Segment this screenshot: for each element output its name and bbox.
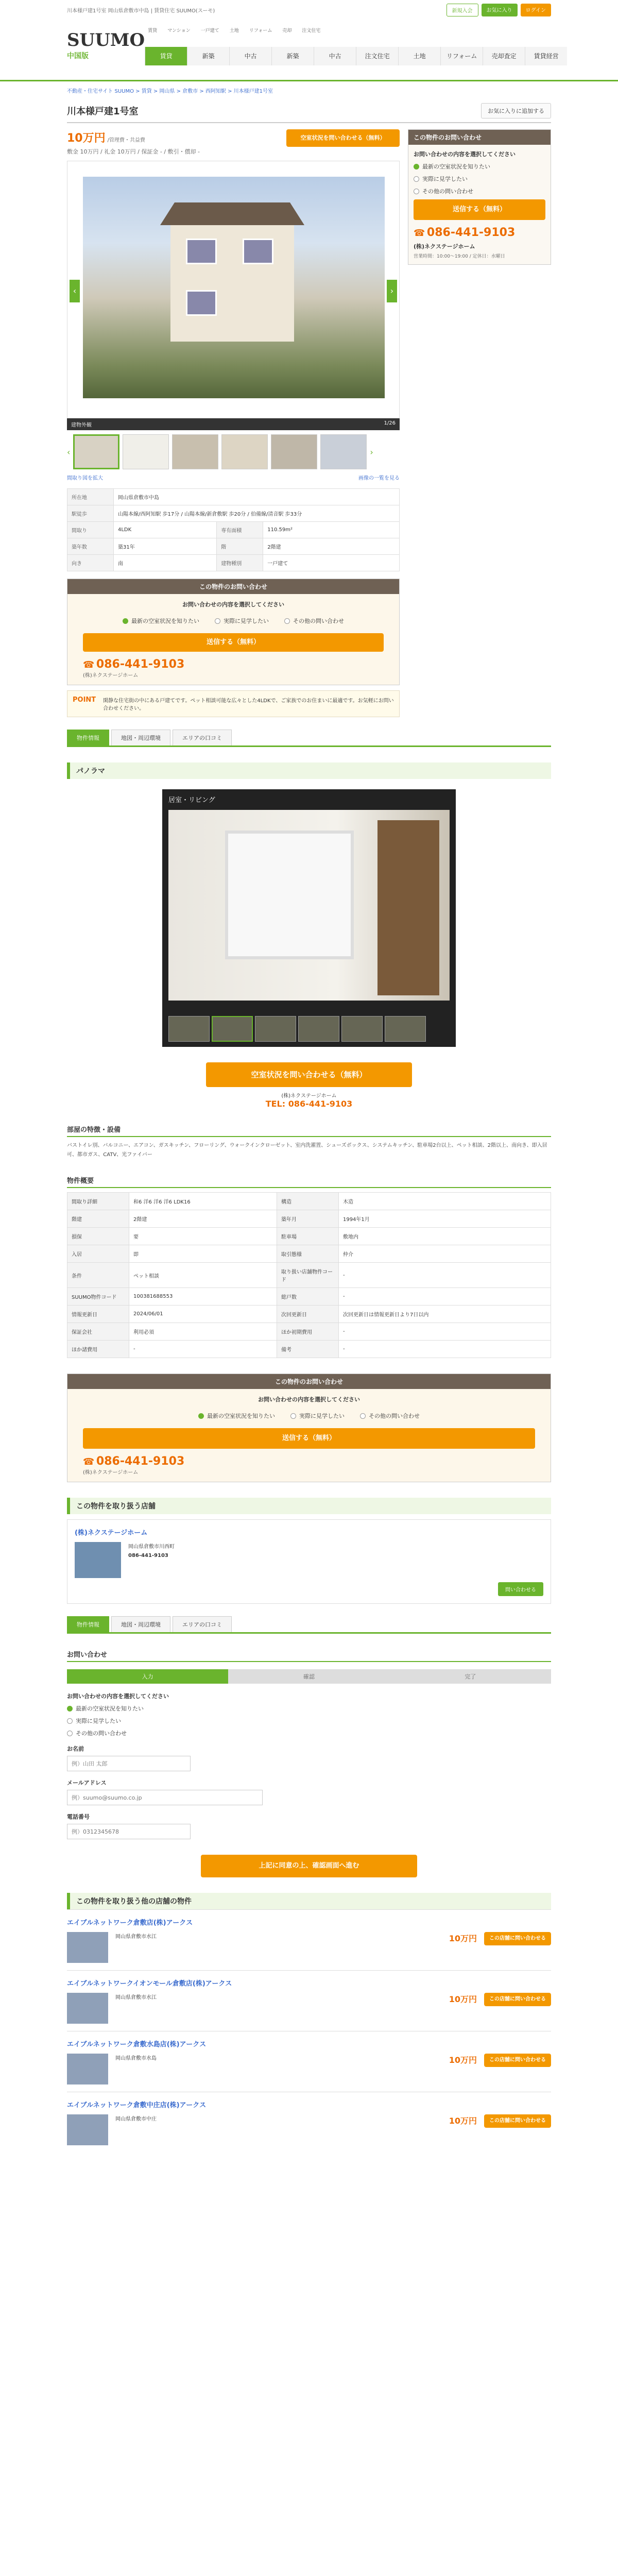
radio-icon [360, 1413, 366, 1419]
left-column [67, 129, 400, 717]
radio-icon [67, 1731, 73, 1736]
company-name: (株)ネクステージホーム [83, 1470, 139, 1476]
overview-key: 駐車場 [277, 1228, 338, 1245]
radio-icon [414, 176, 419, 182]
phone-icon: ☎ [414, 228, 425, 239]
header-nav-main [145, 47, 567, 65]
option-label: その他の問い合わせ [369, 1413, 420, 1419]
listing-name[interactable]: エイブルネットワーク倉敷店(株)アークス [67, 1919, 193, 1927]
property-info-table [67, 488, 400, 571]
overview-key: ほか初期費用 [277, 1323, 338, 1341]
table-row [67, 1288, 551, 1306]
nav-tab[interactable]: 新築 [271, 47, 314, 65]
house-window [186, 290, 217, 316]
nav-tab[interactable]: 土地 [398, 47, 440, 65]
title-bar [67, 99, 551, 123]
option-vacancy[interactable] [198, 1412, 275, 1420]
overview-value: 100381688553 [129, 1288, 277, 1306]
option-label: その他の問い合わせ [293, 618, 344, 624]
features-heading: 部屋の特徴・設備 [67, 1124, 551, 1137]
overview-value: 和6 洋6 洋6 洋6 LDK16 [129, 1193, 277, 1210]
add-favorite-button[interactable]: お気に入りに追加する [481, 103, 551, 118]
tab-map[interactable]: 地図・周辺環境 [111, 1616, 170, 1632]
option-visit[interactable] [215, 617, 269, 625]
side-option-other[interactable] [414, 187, 545, 195]
info-value: 築31年 [114, 538, 217, 555]
confirm-submit-button[interactable]: 上記に同意の上、確認画面へ進む [201, 1855, 417, 1877]
email-input[interactable] [67, 1790, 263, 1805]
table-row [67, 1263, 551, 1288]
overview-value: 即 [129, 1245, 277, 1263]
house-roof [160, 202, 304, 225]
table-row [67, 1210, 551, 1228]
phone-row [83, 658, 384, 671]
radio-icon [284, 618, 290, 624]
listing-price: 10万円 [449, 2055, 477, 2065]
info-value: 南 [114, 555, 217, 571]
sidebar-send-button[interactable]: 送信する（無料） [414, 199, 545, 220]
email-label [67, 1778, 386, 1787]
thumbnail[interactable] [221, 434, 268, 469]
listing-inquiry-button[interactable]: この店舗に問い合わせる [484, 1993, 551, 2006]
point-label: POINT [73, 696, 96, 704]
two-columns [67, 129, 551, 717]
listing-price: 10万円 [449, 2116, 477, 2126]
table-row [67, 1245, 551, 1263]
table-row [67, 505, 400, 522]
info-value: 山陽本線/西阿知駅 歩17分 / 山陽本線/新倉敷駅 歩20分 / 伯備線/清音駅 歩33分 [114, 505, 400, 522]
listing-name[interactable]: エイブルネットワークイオンモール倉敷店(株)アークス [67, 1980, 232, 1988]
house-window [243, 239, 273, 264]
list-item [67, 2092, 551, 2153]
form-option-other[interactable] [67, 1729, 386, 1737]
company-box-row [75, 1537, 543, 1578]
overview-key: 総戸数 [277, 1288, 338, 1306]
tab-reviews[interactable]: エリアの口コミ [173, 1616, 232, 1632]
option-label: 実際に見学したい [299, 1413, 345, 1419]
point-box [67, 690, 400, 717]
listing-name[interactable]: エイブルネットワーク倉敷中庄店(株)アークス [67, 2102, 207, 2109]
overview-key: 構造 [277, 1193, 338, 1210]
listing-row [67, 1932, 551, 1963]
info-value: 4LDK [114, 522, 217, 538]
option-label: 実際に見学したい [76, 1718, 121, 1724]
company-name: (株)ネクステージホーム [83, 673, 139, 679]
company-inquiry-button[interactable]: 問い合わせる [498, 1582, 543, 1596]
point-text: 閑静な住宅街の中にある戸建てです。ペット相談可能な広々とした4LDKで、ご家族でのお住まいに最適です。お気軽にお問い合わせください。 [103, 698, 394, 711]
thumbnail[interactable] [123, 434, 169, 469]
company-address: 岡山県倉敷市川西町 [128, 1544, 175, 1550]
overview-key: ほか諸費用 [67, 1341, 129, 1358]
listing-photo[interactable] [67, 1993, 108, 2024]
name-label-text: お名前 [67, 1745, 84, 1752]
table-row [67, 522, 400, 538]
info-value: 2階建 [263, 538, 400, 555]
table-row [67, 1341, 551, 1358]
sidebar-company: (株)ネクステージホーム [414, 243, 475, 250]
room-door [377, 820, 439, 995]
thumb-prev-icon[interactable]: ‹ [67, 447, 71, 457]
detail-tabs-2 [67, 1616, 551, 1634]
overview-value: - [338, 1288, 551, 1306]
overview-value: - [338, 1341, 551, 1358]
logo[interactable] [67, 20, 145, 61]
list-item [67, 1970, 551, 2031]
table-row [67, 1306, 551, 1323]
option-visit[interactable] [290, 1412, 345, 1420]
info-key: 駅徒歩 [67, 505, 114, 522]
listing-address: 岡山県倉敷市中庄 [115, 2116, 157, 2122]
sidebar-hours: 営業時間：10:00～19:00 / 定休日：水曜日 [414, 254, 505, 259]
send-inquiry-button[interactable]: 送信する（無料） [83, 633, 384, 652]
option-label: 最新の空室状況を知りたい [131, 618, 199, 624]
table-row [67, 1323, 551, 1341]
overview-value: 利用必須 [129, 1323, 277, 1341]
breadcrumb[interactable]: 不動産・住宅サイト SUUMO > 賃貸 > 岡山県 > 倉敷市 > 西阿知駅 > 川本様戸建1号室 [67, 89, 273, 94]
topbar-links [447, 4, 552, 16]
panorama-viewer[interactable] [162, 789, 456, 1047]
phone-number: 086-441-9103 [96, 658, 185, 671]
table-row [67, 1228, 551, 1245]
inquiry-body [67, 1389, 551, 1482]
radio-selected-icon [198, 1413, 204, 1419]
tel-label [67, 1812, 386, 1821]
inquiry-box [67, 579, 400, 685]
info-key: 築年数 [67, 538, 114, 555]
tab-property-info[interactable]: 物件情報 [67, 1616, 109, 1632]
panorama-inquiry-button[interactable]: 空室状況を問い合わせる（無料） [206, 1062, 412, 1087]
overview-value: 2024/06/01 [129, 1306, 277, 1323]
listing-row [67, 2054, 551, 2084]
thumbnail[interactable] [271, 434, 317, 469]
info-value: 岡山県倉敷市中島 [114, 489, 400, 505]
info-key: 所在地 [67, 489, 114, 505]
header-nav [145, 20, 567, 65]
photo-caption-bar [67, 418, 400, 430]
listing-row [67, 1993, 551, 2024]
panorama-company: (株)ネクステージホーム [281, 1093, 337, 1099]
table-row [67, 489, 400, 505]
detail-tabs [67, 730, 551, 747]
send-inquiry-button[interactable]: 送信する（無料） [83, 1428, 535, 1449]
nav-tab-rent[interactable]: 賃貸 [145, 47, 187, 65]
listing-price: 10万円 [449, 1934, 477, 1943]
option-other[interactable] [284, 617, 344, 625]
listing-name[interactable]: エイブルネットワーク倉敷水島店(株)アークス [67, 2041, 207, 2048]
nav-tab[interactable]: 中古 [314, 47, 356, 65]
option-label: 最新の空室状況を知りたい [422, 163, 490, 170]
listing-row [67, 2114, 551, 2145]
radio-icon [67, 1718, 73, 1724]
option-label: 最新の空室状況を知りたい [76, 1705, 144, 1712]
nav-tab[interactable]: 賃貸経営 [525, 47, 567, 65]
inquiry-body [67, 594, 399, 685]
inquiry-lead: お問い合わせの内容を選択してください [258, 1396, 360, 1403]
form-option-vacancy[interactable] [67, 1704, 386, 1713]
rent-price: 10万円 [67, 132, 106, 145]
step-input: 入力 [67, 1669, 228, 1684]
radio-selected-icon [123, 618, 128, 624]
panorama-thumb[interactable] [385, 1016, 426, 1042]
panorama-heading: パノラマ [67, 762, 551, 779]
rent-note: /管理費・共益費 [107, 138, 145, 143]
prev-arrow-icon[interactable]: ‹ [70, 280, 80, 302]
nav-top-item[interactable]: 注文住宅 [302, 28, 321, 33]
inquiry-heading: この物件のお問い合わせ [67, 579, 399, 594]
tab-reviews[interactable]: エリアの口コミ [173, 730, 232, 745]
overview-key: 条件 [67, 1263, 129, 1288]
company-box [67, 1519, 551, 1604]
overview-key: 築年月 [277, 1210, 338, 1228]
main-photo[interactable] [83, 177, 385, 398]
overview-value: ペット相談 [129, 1263, 277, 1288]
inquiry-lead: お問い合わせの内容を選択してください [182, 601, 284, 608]
inquiry-options [83, 613, 384, 629]
step-confirm: 確認 [228, 1669, 389, 1684]
step-done: 完了 [390, 1669, 551, 1684]
option-label: 最新の空室状況を知りたい [207, 1413, 275, 1419]
company-photo [75, 1542, 121, 1578]
overview-key: 保証会社 [67, 1323, 129, 1341]
topbar [0, 0, 618, 20]
panorama-caption: 居室・リビング [168, 796, 215, 804]
company-box-details [128, 1542, 543, 1558]
house-illustration [170, 223, 294, 342]
header-nav-top [145, 26, 567, 35]
right-column [408, 129, 551, 717]
panorama-thumb[interactable] [168, 1016, 210, 1042]
site-header [0, 20, 618, 81]
email-wrap [67, 1787, 386, 1805]
listing-photo[interactable] [67, 2114, 108, 2145]
logo-region: 中国版 [67, 52, 89, 60]
nav-top-item[interactable]: 土地 [229, 28, 239, 33]
listing-address: 岡山県倉敷市水江 [115, 1934, 157, 1940]
overview-table [67, 1192, 551, 1358]
info-key: 間取り [67, 522, 114, 538]
overview-key: 次回更新日 [277, 1306, 338, 1323]
panorama-tel: TEL: 086-441-9103 [265, 1099, 353, 1109]
info-key: 専有面積 [217, 522, 263, 538]
panorama-room [168, 810, 450, 1001]
inquiry-heading: この物件のお問い合わせ [67, 1374, 551, 1389]
deposit-info: 敷金 10万円 / 礼金 10万円 / 保証金 - / 敷引・償却 - [67, 148, 200, 155]
sidebar-lead: お問い合わせの内容を選択してください [414, 151, 516, 158]
company-box-name[interactable]: (株)ネクステージホーム [75, 1529, 148, 1537]
price-row [67, 129, 400, 156]
company-btn-row [75, 1582, 543, 1596]
vacancy-inquiry-button[interactable]: 空室状況を問い合わせる（無料） [286, 129, 400, 147]
nav-tab[interactable]: 売却査定 [483, 47, 525, 65]
info-value: 一戸建て [263, 555, 400, 571]
form-lead: お問い合わせの内容を選択してください [67, 1693, 169, 1700]
radio-icon [290, 1413, 296, 1419]
name-label [67, 1744, 386, 1753]
radio-selected-icon [67, 1706, 73, 1711]
login-link[interactable]: ログイン [521, 4, 552, 16]
photo-count: 1/26 [384, 420, 396, 426]
phone-icon: ☎ [83, 1456, 95, 1467]
overview-key: 取り扱い店舗物件コード [277, 1263, 338, 1288]
sidebar-phone-row [414, 226, 545, 239]
panorama-thumb[interactable] [212, 1016, 253, 1042]
overview-key: 備考 [277, 1341, 338, 1358]
tel-label-text: 電話番号 [67, 1814, 90, 1820]
house-window [186, 239, 217, 264]
side-option-vacancy[interactable] [414, 162, 545, 171]
panorama-cta-area [67, 1062, 551, 1109]
image-list-link[interactable]: 画像の一覧を見る [358, 476, 400, 481]
radio-icon [414, 189, 419, 194]
nav-tab[interactable]: 新築 [187, 47, 229, 65]
inquiry-box-2 [67, 1374, 551, 1482]
overview-key: 情報更新日 [67, 1306, 129, 1323]
thumbnail-strip [67, 434, 400, 469]
sidebar-inquiry-heading: この物件のお問い合わせ [408, 130, 551, 145]
logo-brand: SUUMO [67, 30, 145, 50]
company-tel: 086-441-9103 [128, 1553, 168, 1558]
company-section-heading: この物件を取り扱う店舗 [67, 1498, 551, 1514]
thumbnail[interactable] [172, 434, 218, 469]
overview-body [67, 1193, 551, 1358]
others-list [67, 1909, 551, 2153]
overview-value: 敷地内 [338, 1228, 551, 1245]
listing-inquiry-button[interactable]: この店舗に問い合わせる [484, 2054, 551, 2067]
listing-photo[interactable] [67, 1932, 108, 1963]
listing-price: 10万円 [449, 1994, 477, 2004]
table-row [67, 538, 400, 555]
overview-value: 要 [129, 1228, 277, 1245]
panorama-thumb[interactable] [255, 1016, 296, 1042]
overview-value: - [129, 1341, 277, 1358]
favorites-link[interactable]: お気に入り [482, 4, 518, 16]
sidebar-inquiry [408, 129, 551, 265]
room-window [225, 831, 354, 959]
overview-value: 2階建 [129, 1210, 277, 1228]
inquiry-options [83, 1408, 535, 1424]
inquiry-form [67, 1692, 386, 1839]
overview-value: 1994年1月 [338, 1210, 551, 1228]
price-block [67, 129, 200, 156]
floorplan-link[interactable]: 間取り図を拡大 [67, 476, 103, 481]
overview-key: 階建 [67, 1210, 129, 1228]
overview-value: 次回更新日は情報更新日より7日以内 [338, 1306, 551, 1323]
radio-selected-icon [414, 164, 419, 170]
nav-tab[interactable]: 注文住宅 [356, 47, 398, 65]
info-key: 建物種別 [217, 555, 263, 571]
overview-key: 取引態様 [277, 1245, 338, 1263]
list-item [67, 1909, 551, 1970]
overview-key: 入居 [67, 1245, 129, 1263]
topbar-text: 川本様戸建1号室 岡山県倉敷市中島 | 賃貸住宅 SUUMO(スーモ) [67, 8, 215, 14]
sidebar-inquiry-body [408, 145, 551, 264]
next-arrow-icon[interactable]: › [387, 280, 397, 302]
overview-value: - [338, 1323, 551, 1341]
phone-number: 086-441-9103 [96, 1455, 185, 1468]
listing-inquiry-button[interactable]: この店舗に問い合わせる [484, 2114, 551, 2128]
tel-input[interactable] [67, 1824, 191, 1839]
table-row [67, 555, 400, 571]
form-heading: お問い合わせ [67, 1649, 551, 1662]
panorama-thumb[interactable] [341, 1016, 383, 1042]
nav-top-item[interactable]: 一戸建て [200, 28, 219, 33]
overview-heading: 物件概要 [67, 1175, 551, 1188]
listing-inquiry-button[interactable]: この店舗に問い合わせる [484, 1932, 551, 1945]
option-label: その他の問い合わせ [76, 1730, 127, 1737]
overview-value: 仲介 [338, 1245, 551, 1263]
info-key: 向き [67, 555, 114, 571]
thumb-next-icon[interactable]: › [370, 447, 373, 457]
form-steps [67, 1669, 551, 1684]
overview-key: 損保 [67, 1228, 129, 1245]
form-option-visit[interactable] [67, 1717, 386, 1725]
option-label: 実際に見学したい [224, 618, 269, 624]
option-label: その他の問い合わせ [422, 188, 473, 195]
photo-viewer [67, 161, 400, 418]
photo-caption: 建物外観 [71, 422, 92, 428]
page-title: 川本様戸建1号室 [67, 106, 139, 117]
tab-property-info[interactable]: 物件情報 [67, 730, 109, 745]
option-vacancy[interactable] [123, 617, 199, 625]
nav-top-item[interactable]: 賃貸 [148, 28, 158, 33]
sidebar-phone-number: 086-441-9103 [426, 226, 516, 239]
info-value: 110.59m² [263, 522, 400, 538]
info-key: 階 [217, 538, 263, 555]
name-input[interactable] [67, 1756, 191, 1771]
thumbnail[interactable] [73, 434, 119, 469]
listing-photo[interactable] [67, 2054, 108, 2084]
photo-links [67, 473, 400, 481]
panorama-thumbs [168, 1016, 426, 1042]
nav-top-item[interactable]: 売却 [282, 28, 292, 33]
phone-row [83, 1455, 535, 1468]
nav-tab[interactable]: 中古 [229, 47, 271, 65]
signup-link[interactable]: 新規入会 [447, 4, 478, 16]
nav-tab[interactable]: リフォーム [440, 47, 483, 65]
table-row [67, 1193, 551, 1210]
email-label-text: メールアドレス [67, 1780, 107, 1786]
listing-address: 岡山県倉敷市水江 [115, 1995, 157, 2001]
listing-address: 岡山県倉敷市水島 [115, 2056, 157, 2061]
nav-top-item[interactable]: リフォーム [249, 28, 272, 33]
overview-key: 間取り詳細 [67, 1193, 129, 1210]
thumbnail[interactable] [320, 434, 367, 469]
overview-value: - [338, 1263, 551, 1288]
panorama-thumb[interactable] [298, 1016, 339, 1042]
nav-top-item[interactable]: マンション [167, 28, 191, 33]
radio-icon [215, 618, 220, 624]
tab-map[interactable]: 地図・周辺環境 [111, 730, 170, 745]
side-option-visit[interactable] [414, 175, 545, 183]
option-label: 実際に見学したい [422, 176, 468, 182]
features-text: バストイレ別、バルコニー、エアコン、ガスキッチン、フローリング、ウォークインクローゼット、室内洗濯置、シューズボックス、システムキッチン、駐車場2台以上、ペット相談、2階以上、南向き、即入居可、都市ガス、CATV、光ファイバー [67, 1143, 547, 1158]
list-item [67, 2031, 551, 2092]
main-content [0, 99, 618, 2153]
overview-value: 木造 [338, 1193, 551, 1210]
phone-icon: ☎ [83, 659, 95, 670]
others-heading: この物件を取り扱う他の店舗の物件 [67, 1893, 551, 1909]
option-other[interactable] [360, 1412, 420, 1420]
overview-key: SUUMO物件コード [67, 1288, 129, 1306]
